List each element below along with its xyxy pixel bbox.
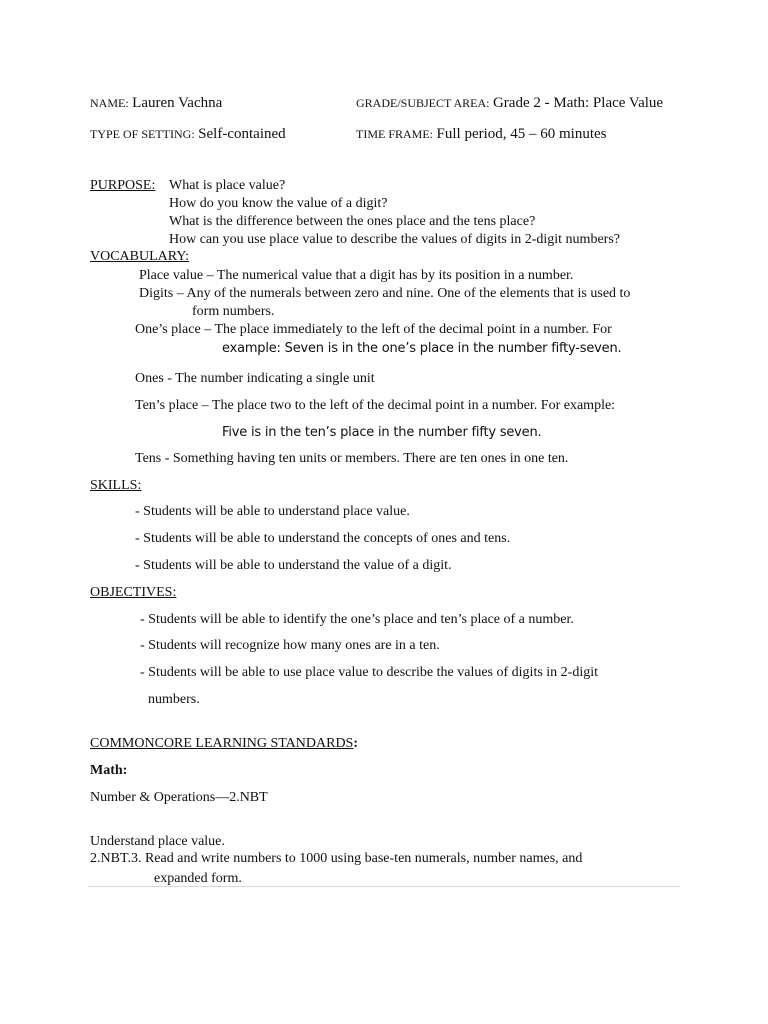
vocab-digits: Digits – Any of the numerals between zero and nine. One of the elements that is used to: [139, 286, 631, 301]
page-divider: [88, 886, 680, 887]
objective-item: [140, 612, 574, 629]
grade-label: GRADE/SUBJECT AREA:: [356, 96, 490, 110]
grade-field: [356, 94, 663, 113]
purpose-question: What is the difference between the ones place and the tens place?: [169, 214, 536, 229]
vocab-digits-cont: form numbers.: [192, 304, 275, 319]
standards-heading: [90, 736, 358, 753]
grade-value: Grade 2 - Math: Place Value: [492, 95, 664, 111]
name-label: NAME:: [90, 96, 129, 110]
time-label: TIME FRAME:: [356, 127, 434, 141]
purpose-question: How do you know the value of a digit?: [169, 196, 388, 211]
purpose-question: What is place value?: [169, 178, 286, 193]
name-field: [90, 94, 222, 113]
objective-item: - Students will recognize how many ones are in a ten.: [140, 638, 440, 653]
vocab-tens: Tens - Something having ten units or members. There are ten ones in one ten.: [135, 451, 569, 466]
vocab-place-value: Place value – The numerical value that a digit has by its position in a number.: [139, 268, 574, 283]
standards-cluster: Understand place value.: [90, 834, 225, 849]
vocab-tens-place-example: Five is in the ten’s place in the number fifty seven.: [222, 425, 542, 440]
standards-domain: Number & Operations—2.NBT: [90, 790, 268, 805]
objective-item-cont: numbers.: [148, 692, 200, 707]
standard-item: 2.NBT.3. Read and write numbers to 1000 using base-ten numerals, number names, and: [90, 851, 583, 866]
setting-value: Self-contained: [198, 126, 286, 142]
vocab-tens-place: Ten’s place – The place two to the left of the decimal point in a number. For example:: [135, 398, 616, 413]
skill-item: - Students will be able to understand place value.: [135, 504, 410, 519]
vocab-ones-place-example: example: Seven is in the one’s place in the number fifty-seven.: [222, 341, 622, 356]
vocab-ones-place: One’s place – The place immediately to the left of the decimal point in a number. For: [135, 322, 612, 337]
objective-item: - Students will be able to use place value to describe the values of digits in 2-digit: [140, 665, 599, 680]
time-value: Full period, 45 – 60 minutes: [436, 126, 607, 142]
purpose-question: How can you use place value to describe the values of digits in 2-digit numbers?: [169, 232, 620, 247]
vocabulary-heading: VOCABULARY:: [90, 249, 190, 264]
purpose-heading: PURPOSE:: [90, 178, 156, 193]
skills-heading: SKILLS:: [90, 478, 142, 493]
objectives-heading: OBJECTIVES:: [90, 585, 177, 600]
time-field: [356, 125, 607, 144]
standards-heading-text: COMMONCORE LEARNING STANDARDS: [90, 736, 354, 751]
vocab-ones: Ones - The number indicating a single unit: [135, 371, 375, 386]
skill-item: - Students will be able to understand the concepts of ones and tens.: [135, 531, 511, 546]
setting-field: [90, 125, 286, 144]
skill-item: - Students will be able to understand the value of a digit.: [135, 558, 452, 573]
standards-heading-colon: :: [353, 736, 359, 751]
objective-item-text: - Students will be able to identify the one’s place and ten’s place of a number.: [140, 612, 574, 627]
standard-item-cont: expanded form.: [154, 871, 242, 886]
math-heading: Math:: [90, 763, 128, 778]
setting-label: TYPE OF SETTING:: [90, 127, 195, 141]
name-value: Lauren Vachna: [132, 95, 223, 111]
